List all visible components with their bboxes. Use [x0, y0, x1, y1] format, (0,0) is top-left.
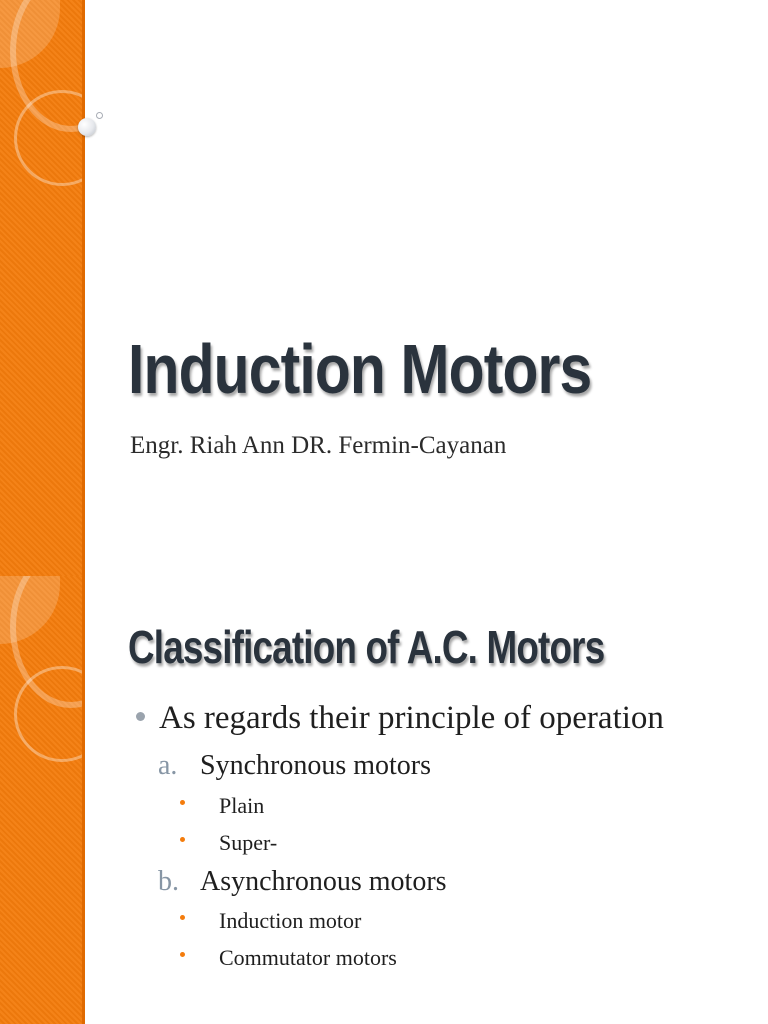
- decorative-ring: [14, 90, 110, 186]
- list-item-asynchronous: [158, 866, 447, 898]
- decorative-side-bar: [0, 0, 85, 576]
- list-marker: b.: [158, 866, 179, 897]
- sub-item-label: Commutator motors: [219, 945, 397, 970]
- bullet-item: [136, 700, 664, 737]
- sub-item: [180, 830, 277, 856]
- bullet-dot-icon: [180, 915, 185, 920]
- content-slide: [0, 576, 768, 1024]
- decorative-dot-small: [96, 112, 103, 119]
- sub-item-label: Super-: [219, 830, 278, 855]
- bullet-text: As regards their principle of operation: [159, 700, 664, 736]
- slide-title: Classification of A.C. Motors: [128, 621, 605, 673]
- decorative-ring: [14, 666, 110, 762]
- list-item-synchronous: [158, 750, 431, 782]
- side-bar-edge: [82, 576, 85, 1024]
- sub-item: [180, 908, 361, 934]
- decorative-side-bar: [0, 576, 85, 1024]
- slide-subtitle: Engr. Riah Ann DR. Fermin-Cayanan: [130, 432, 507, 459]
- sub-item: [180, 945, 397, 971]
- bullet-dot-icon: [180, 837, 185, 842]
- bullet-dot-icon: [180, 800, 185, 805]
- sub-item: [180, 793, 264, 819]
- side-bar-edge: [82, 0, 85, 576]
- list-item-label: Asynchronous motors: [200, 866, 447, 897]
- decorative-dot: [78, 118, 96, 136]
- bullet-dot-icon: [180, 952, 185, 957]
- list-item-label: Synchronous motors: [200, 750, 431, 781]
- sub-item-label: Plain: [219, 793, 265, 818]
- slide-title: Induction Motors: [128, 330, 592, 408]
- list-marker: a.: [158, 750, 178, 781]
- sub-item-label: Induction motor: [219, 908, 362, 933]
- bullet-dot-icon: [136, 712, 145, 721]
